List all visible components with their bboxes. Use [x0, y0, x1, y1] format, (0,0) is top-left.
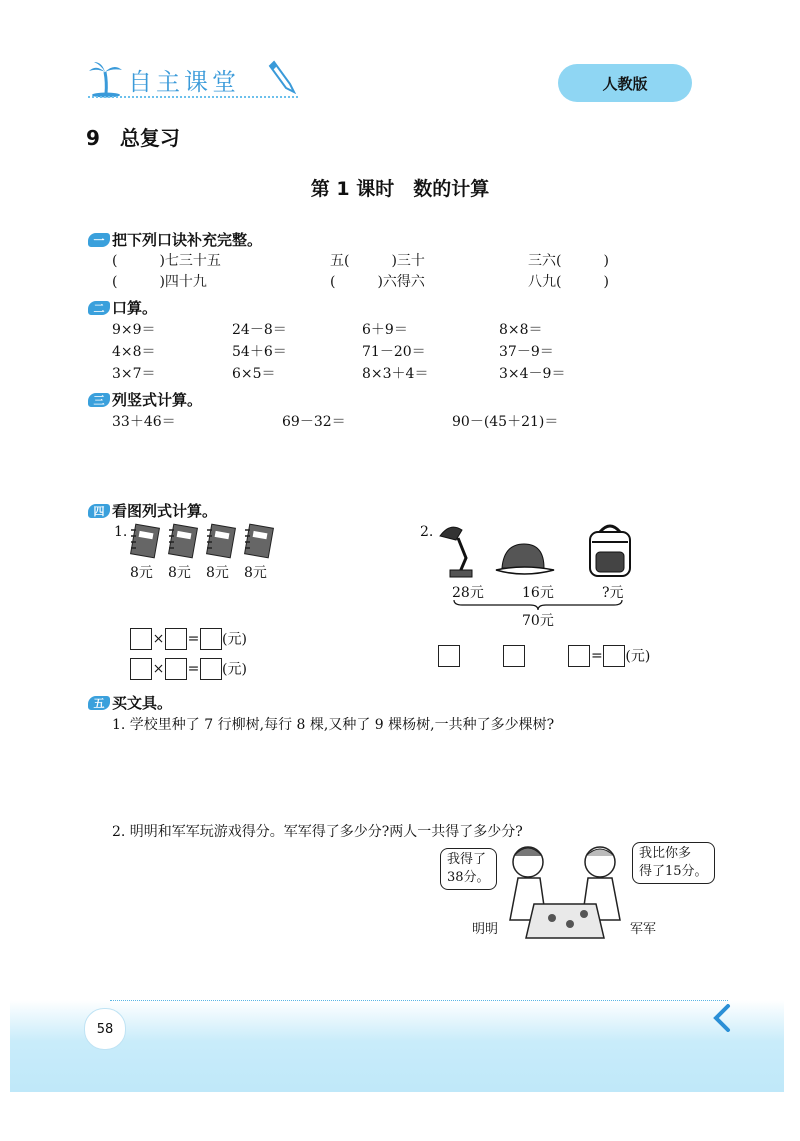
word-problem: 1. 学校里种了 7 行柳树,每行 8 棵,又种了 9 棵杨树,一共种了多少棵树?: [112, 717, 555, 733]
rhyme-item[interactable]: ( )四十九: [112, 274, 207, 290]
rhyme-item[interactable]: ( )六得六: [330, 274, 425, 290]
section-badge: 四: [88, 504, 110, 518]
bubble-line: 38分。: [447, 870, 490, 885]
notebook-icon: [204, 522, 236, 560]
section-title: 买文具。: [112, 694, 173, 712]
mental-calc-item[interactable]: 4×8＝: [112, 344, 156, 360]
section-3-heading: [88, 389, 202, 410]
answer-box[interactable]: [200, 628, 222, 650]
problem-number: 2.: [420, 524, 434, 540]
vertical-calc-item[interactable]: 90－(45＋21)＝: [452, 414, 559, 430]
section-title: 口算。: [112, 299, 158, 317]
section-badge: 五: [88, 696, 110, 710]
desk-lamp-icon: [436, 522, 486, 580]
rhyme-item[interactable]: 八九( ): [528, 274, 609, 290]
mental-calc-item[interactable]: 24－8＝: [232, 322, 287, 338]
section-badge: 二: [88, 301, 110, 315]
section-4-heading: [88, 500, 217, 521]
rhyme-item[interactable]: ( )七三十五: [112, 253, 221, 269]
bubble-line: 我得了: [447, 852, 487, 867]
section-title: 列竖式计算。: [112, 391, 203, 409]
equation-row: × = (元): [130, 628, 247, 650]
mental-calc-item[interactable]: 8×8＝: [499, 322, 543, 338]
answer-box[interactable]: [130, 658, 152, 680]
answer-box[interactable]: [130, 628, 152, 650]
answer-box[interactable]: [165, 628, 187, 650]
total-label: 70元: [522, 613, 554, 629]
mental-calc-item[interactable]: 6×5＝: [232, 366, 276, 382]
kid-name-left: 明明: [472, 922, 499, 937]
section-badge: 三: [88, 393, 110, 407]
section-5-heading: [88, 692, 172, 713]
equation-row: = (元): [438, 645, 650, 667]
problem-number: 1.: [114, 524, 128, 540]
edition-badge: 人教版: [558, 64, 692, 102]
footer-divider: [110, 1000, 728, 1001]
notebook-icon: [166, 522, 198, 560]
mental-calc-item[interactable]: 3×7＝: [112, 366, 156, 382]
price-label: 28元: [452, 585, 484, 601]
word-problem: 2. 明明和军军玩游戏得分。军军得了多少分?两人一共得了多少分?: [112, 824, 523, 840]
bubble-line: 得了15分。: [639, 864, 708, 879]
mental-calc-item[interactable]: 8×3＋4＝: [362, 366, 429, 382]
brand-title: 自主课堂: [128, 68, 240, 96]
rhyme-item[interactable]: 三六( ): [528, 253, 609, 269]
mental-calc-item[interactable]: 9×9＝: [112, 322, 156, 338]
notebook-icon: [128, 522, 160, 560]
kids-playing-illustration: [500, 840, 630, 942]
vertical-calc-item[interactable]: 33＋46＝: [112, 414, 176, 430]
backpack-icon: [580, 520, 640, 580]
mental-calc-item[interactable]: 3×4－9＝: [499, 366, 566, 382]
footer-band: [10, 1000, 784, 1092]
price-label: 8元: [130, 565, 153, 581]
price-label: 8元: [244, 565, 267, 581]
vertical-calc-item[interactable]: 69－32＝: [282, 414, 346, 430]
kid-name-right: 军军: [630, 922, 657, 937]
answer-box[interactable]: [603, 645, 625, 667]
speech-bubble-right: [632, 842, 715, 884]
cap-icon: [494, 540, 556, 580]
notebook-icon: [242, 522, 274, 560]
price-label: 8元: [206, 565, 229, 581]
section-title: 把下列口诀补充完整。: [112, 231, 263, 249]
lesson-title: 第 1 课时 数的计算: [310, 178, 490, 200]
bubble-line: 我比你多: [639, 846, 692, 861]
header-divider: [88, 96, 298, 98]
rhyme-item[interactable]: 五( )三十: [330, 253, 425, 269]
price-label: ?元: [602, 585, 624, 601]
answer-box[interactable]: [568, 645, 590, 667]
mental-calc-item[interactable]: 6＋9＝: [362, 322, 408, 338]
unit-label: (元): [625, 648, 651, 665]
palm-tree-icon: [86, 58, 126, 98]
mental-calc-item[interactable]: 54＋6＝: [232, 344, 287, 360]
unit-label: (元): [222, 661, 247, 678]
speech-bubble-left: [440, 848, 497, 890]
answer-box[interactable]: [503, 645, 525, 667]
price-label: 16元: [522, 585, 554, 601]
section-badge: 一: [88, 233, 110, 247]
equation-row: × = (元): [130, 658, 247, 680]
pencil-icon: [268, 58, 298, 94]
price-label: 8元: [168, 565, 191, 581]
answer-box[interactable]: [165, 658, 187, 680]
unit-label: (元): [222, 631, 247, 648]
mental-calc-item[interactable]: 37－9＝: [499, 344, 554, 360]
page-number: 58: [84, 1008, 126, 1050]
section-1-heading: [88, 229, 262, 250]
chapter-title: 9 总复习: [86, 126, 180, 150]
answer-box[interactable]: [438, 645, 460, 667]
section-2-heading: [88, 297, 157, 318]
mental-calc-item[interactable]: 71－20＝: [362, 344, 426, 360]
chevron-left-icon[interactable]: [712, 1004, 732, 1032]
answer-box[interactable]: [200, 658, 222, 680]
section-title: 看图列式计算。: [112, 502, 218, 520]
